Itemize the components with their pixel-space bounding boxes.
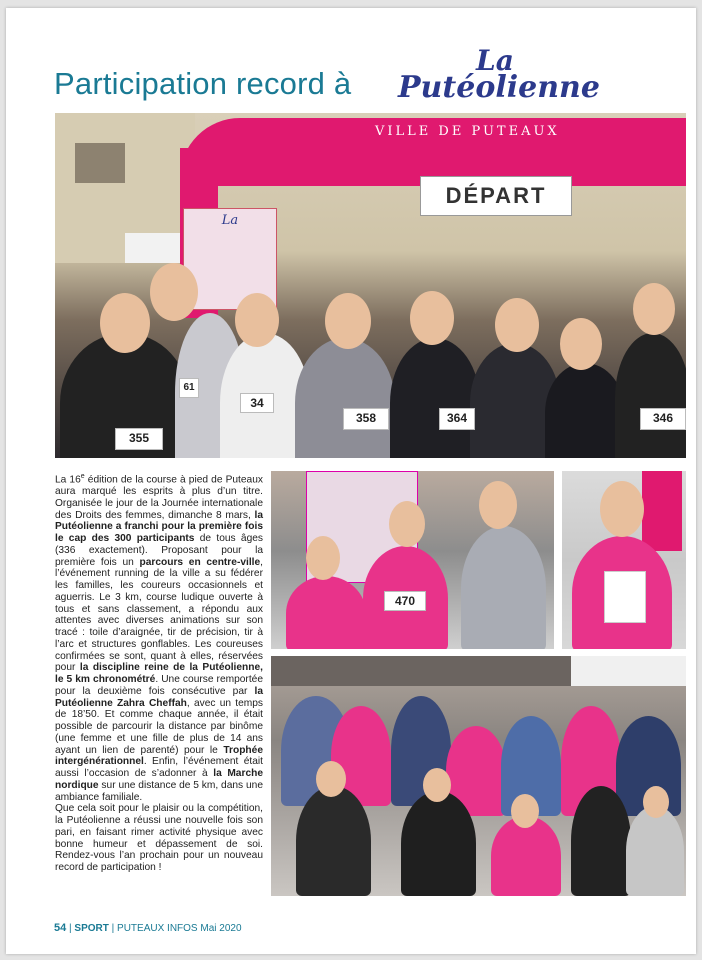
bib-number: 364 [439,408,475,430]
runner-head [325,293,371,349]
runner-head [511,794,539,828]
page-footer: 54 | SPORT | PUTEAUX INFOS Mai 2020 [54,922,242,934]
section-name: SPORT [74,923,109,934]
banner-text: La [221,213,239,228]
arch-text: VILLE DE PUTEAUX [375,124,560,139]
runner-head [600,481,644,537]
kids-photo [271,471,554,649]
runners-group [55,263,686,458]
crowd-photo [271,656,686,896]
runner [401,791,476,896]
runner-head [306,536,340,580]
runner [626,806,684,896]
bib-number: 61 [179,378,199,398]
runner [296,786,371,896]
girl-photo [562,471,686,649]
page-title: Participation record à [54,66,352,101]
runner [461,526,546,649]
runner-head [235,293,279,347]
bib [604,571,646,623]
runner-head [423,768,451,802]
logo-la: La [476,44,514,77]
article-paragraph: Que cela soit pour le plaisir ou la compétition, la Putéolienne a réussi une nouvelle fois son pari, en faisant rimer activité physique avec bonne humeur et dépassement de soi. Rendez-vous l’an prochain pour un nouveau record de participation ! [55,803,263,874]
magazine-page [6,8,696,954]
runner [545,363,625,458]
runner [571,786,631,896]
runner-head [150,263,198,321]
building-window [75,143,125,183]
runner-head [316,761,346,797]
runner-head [643,786,669,818]
runner [615,333,686,458]
article-paragraph: La 16e édition de la course à pied de Puteaux aura marqué les esprits à plus d’un titre. Organisée le jour de la Journée internationale des Droits des femmes, dimanche 8 mars, la Putéolienne a franchi pour la première fois le cap des 300 participants de tous âges (336 exactement). Proposant pour la première fois un parcours en centre-ville, l’événement running de la ville a su fédérer les familles, les coureurs occasionnels et aguerris. Le 3 km, course ludique ouverte à tous et sans classement, a répondu aux attentes avec diverses animations sur son tracé : toile d’araignée, tir de précision, tir à l’arc et structures gonflables. Les coureuses confirmées se sont, quant à elles, réservées pour la discipline reine de la Putéolienne, le 5 km chronométré. Une course remportée pour la deuxième fois consécutive par la Putéolienne Zahra Cheffah, avec un temps de 18’50. Et comme chaque année, il était possible de parcourir la distance par binôme (une femme et une fille de plus de 14 ans ayant un lien de parenté) pour le Trophée intergénérationnel. Enfin, l’événement était aussi l’occasion de s’adonner à la Marche nordique sur une distance de 5 km, dans une ambiance familiale. [55,473,264,803]
bib-number: 358 [343,408,389,430]
arch-pillar [642,471,682,551]
runner [390,338,480,458]
page-number: 54 [54,922,67,934]
puteolienne-logo [398,44,608,114]
bib-number: 346 [640,408,686,430]
runner-head [633,283,675,335]
article-body [55,471,263,874]
main-photo [55,113,686,458]
magazine-name: PUTEAUX INFOS [117,923,198,934]
runner-head [100,293,150,353]
issue-date: Mai 2020 [200,923,242,934]
logo-name: Putéolienne [398,70,600,105]
bib-number: 355 [115,428,163,450]
runner-head [495,298,539,352]
runner-head [389,501,425,547]
runner [295,338,395,458]
runner-head [560,318,602,370]
bib-number: 34 [240,393,274,413]
runner [286,576,366,649]
bib-number: 470 [384,591,426,611]
tent [571,656,686,686]
runner-head [479,481,517,529]
runner [491,816,561,896]
runner-head [410,291,454,345]
depart-sign: DÉPART [420,176,572,216]
